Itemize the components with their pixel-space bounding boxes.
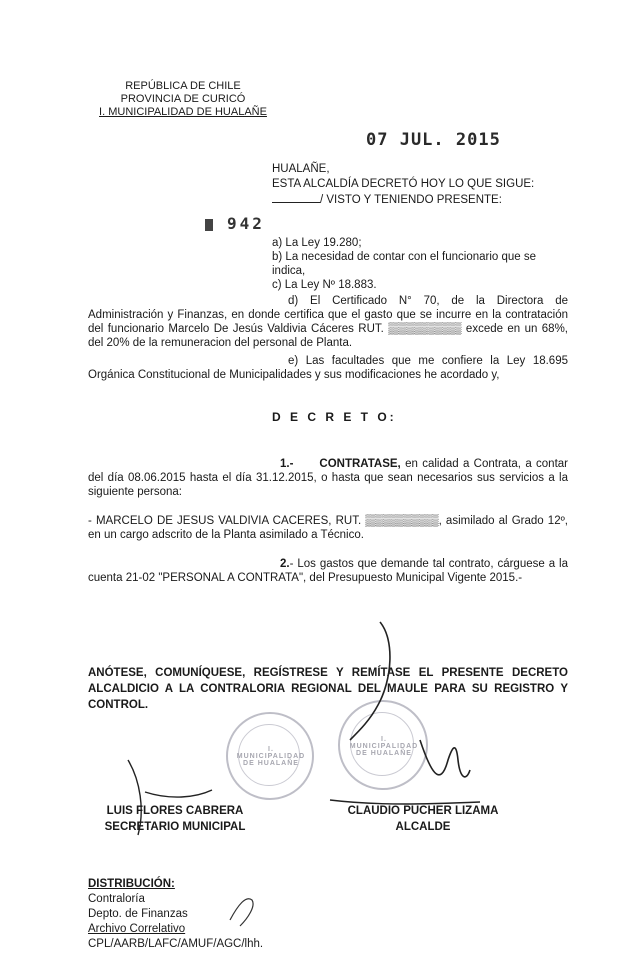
distribution-title: DISTRIBUCIÓN: <box>88 878 175 890</box>
signature-stroke-mayor <box>350 622 390 740</box>
letterhead-province: PROVINCIA DE CURICÓ <box>120 93 246 105</box>
person-entry: - MARCELO DE JESUS VALDIVIA CACERES, RUT. ▒▒▒▒▒▒▒▒▒, asimilado al Grado 12º, en un cargo adscrito de la Planta asimilado a Técnico. <box>88 515 568 541</box>
letterhead-republic: REPÚBLICA DE CHILE <box>125 80 241 92</box>
item-1-text: en calidad a Contrata, a contar del día 08.06.2015 hasta el día 31.12.2015, o hasta que sean necesarios sus servicios a la siguiente persona: <box>88 458 569 498</box>
visto-e: e) Las facultades que me confiere la Ley 18.695 Orgánica Constitucional de Municipalidades y sus modificaciones he acordado y, <box>88 355 568 381</box>
signature-stroke-mayor-2 <box>420 740 470 777</box>
distribution-item: Archivo Correlativo <box>88 923 186 935</box>
item-2-text: - Los gastos que demande tal contrato, cárguese a la cuenta 21-02 "PERSONAL A CONTRATA", del Presupuesto Municipal Vigente 2015.- <box>88 558 568 584</box>
secretary-name: LUIS FLORES CABRERA <box>106 805 244 817</box>
seal-left-text: I. MUNICIPALIDAD DE HUALAÑE <box>236 746 306 767</box>
distribution-item: CPL/AARB/LAFC/AMUF/AGC/lhh. <box>88 938 264 950</box>
decreto-title: D E C R E T O: <box>272 410 397 424</box>
date-stamp: 07 JUL. 2015 <box>366 130 501 150</box>
visto-a: a) La Ley 19.280; <box>272 237 362 249</box>
distribution-item: Depto. de Finanzas <box>88 908 188 920</box>
item-1-verb: CONTRATASE, <box>319 458 401 470</box>
secretary-title: SECRETARIO MUNICIPAL <box>104 821 246 833</box>
visto-b: b) La necesidad de contar con el funcionario que se indica, <box>272 251 537 277</box>
mayor-title: ALCALDE <box>395 821 451 833</box>
distribution-block <box>88 877 263 952</box>
seal-right-text: I. MUNICIPALIDAD DE HUALAÑE <box>349 736 419 757</box>
item-2-number: 2. <box>280 558 290 570</box>
signature-mayor <box>338 803 508 835</box>
visto-c: c) La Ley Nº 18.883. <box>272 279 377 291</box>
intro-city: HUALAÑE, <box>272 163 330 175</box>
visto-d: d) El Certificado N° 70, de la Directora de Administración y Finanzas, en donde certifica que el gasto que se incurre en la contratación del funcionario Marcelo De Jesús Valdivia Cáceres RUT. ▒▒▒▒▒▒▒▒▒ excede en un 68%, del 20% de la remuneracion del personal de Planta. <box>88 295 568 349</box>
mayor-name: CLAUDIO PUCHER LIZAMA <box>347 805 499 817</box>
distribution-item: Contraloría <box>88 893 145 905</box>
signature-secretary <box>100 803 250 835</box>
decree-number: 942 <box>227 214 265 233</box>
item-1-number: 1.- <box>280 458 294 470</box>
intro-visto: / VISTO Y TENIENDO PRESENTE: <box>320 194 502 206</box>
closing-paragraph: ANÓTESE, COMUNÍQUESE, REGÍSTRESE Y REMÍTASE EL PRESENTE DECRETO ALCALDICIO A LA CONTRALORIA REGIONAL DEL MAULE PARA SU REGISTRO Y CONTROL. <box>88 667 568 711</box>
intro-line: ESTA ALCALDÍA DECRETÓ HOY LO QUE SIGUE: <box>272 178 535 190</box>
letterhead-municipality: I. MUNICIPALIDAD DE HUALAÑE <box>99 106 267 118</box>
